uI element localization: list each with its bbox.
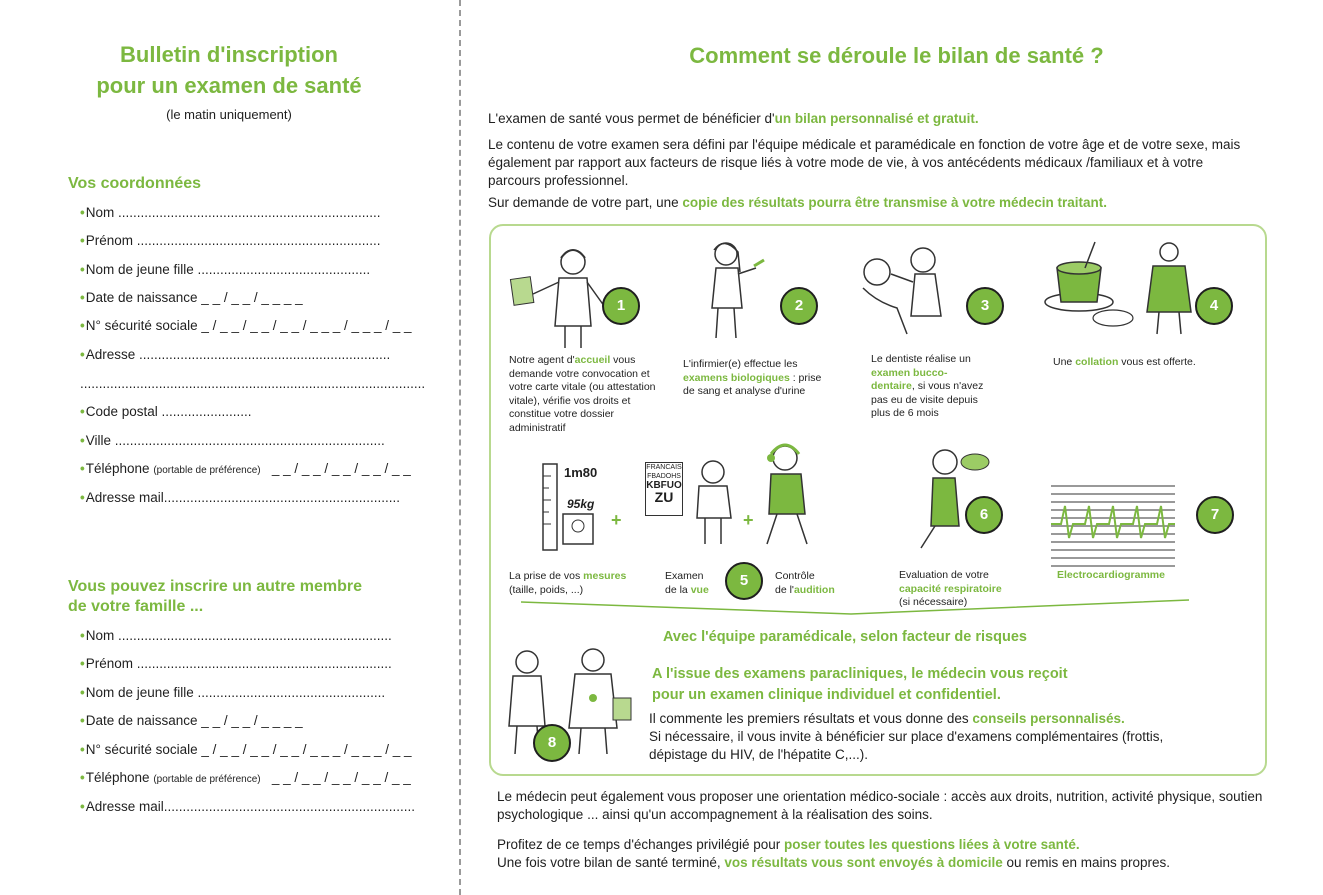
form-subtitle: (le matin uniquement) <box>166 107 292 122</box>
step-2-caption: L'infirmier(e) effectue les examens biologiques : prise de sang et analyse d'urine <box>683 358 822 397</box>
field-nom[interactable]: •Nom ...................................................................... <box>80 205 381 220</box>
snack-illustration <box>1039 238 1199 338</box>
field-adresse-mail[interactable]: •Adresse mail............................................................... <box>80 490 401 505</box>
family-field-nom-jeune-fille[interactable]: •Nom de jeune fille .................................................. <box>80 685 386 700</box>
results-paragraph: Une fois votre bilan de santé terminé, vos résultats vous sont envoyés à domicile ou remis en mains propres. <box>497 855 1171 870</box>
step-5-vision-caption: Examen de la vue <box>665 570 709 596</box>
step-4-caption: Une collation vous est offerte. <box>1053 356 1196 368</box>
ecg-illustration <box>1051 484 1177 576</box>
step-7-caption: Electrocardiogramme <box>1057 569 1165 581</box>
family-field-telephone[interactable]: •Téléphone (portable de préférence) _ _ / _ _ / _ _ / _ _ / _ _ <box>80 770 411 785</box>
form-title: Bulletin d'inscription pour un examen de santé <box>96 42 362 98</box>
nurse-illustration <box>696 238 776 350</box>
step-3-caption: Le dentiste réalise un examen bucco-dentaire, si vous n'avez pas eu de visite depuis plus de 6 mois <box>871 353 984 419</box>
family-field-prenom[interactable]: •Prénom .................................................................... <box>80 656 392 671</box>
step-badge-6: 6 <box>965 496 1003 534</box>
doctor-paragraph: Il commente les premiers résultats et vous donne des conseils personnalisés. Si nécessaire, il vous invite à bénéficier sur place d'examens complémentaires (frottis, dépistage du HIV, de l'hépatite C,...). <box>649 711 1164 762</box>
step-badge-7: 7 <box>1196 496 1234 534</box>
paramedical-label: Avec l'équipe paramédicale, selon facteur de risques <box>663 629 1027 645</box>
step-5-measures-caption: La prise de vos mesures (taille, poids, ...) <box>509 570 627 596</box>
intro-paragraph: L'examen de santé vous permet de bénéficier d'un bilan personnalisé et gratuit. <box>488 111 979 126</box>
step-badge-3: 3 <box>966 287 1004 325</box>
hearing-illustration <box>759 440 829 550</box>
field-date-naissance[interactable]: •Date de naissance _ _ / _ _ / _ _ _ _ <box>80 290 303 305</box>
field-code-postal[interactable]: •Code postal ........................ <box>80 404 252 419</box>
paramedical-bracket <box>521 598 1191 618</box>
info-column <box>470 0 1323 895</box>
field-ville[interactable]: •Ville ........................................................................ <box>80 433 385 448</box>
questions-paragraph: Profitez de ce temps d'échanges privilégié pour poser toutes les questions liées à votre santé. <box>497 837 1080 852</box>
field-securite-sociale[interactable]: •N° sécurité sociale _ / _ _ / _ _ / _ _ / _ _ _ / _ _ _ / _ _ <box>80 318 412 333</box>
field-adresse-line2[interactable]: ............................................................................................ <box>80 376 426 391</box>
family-field-nom[interactable]: •Nom ......................................................................... <box>80 628 392 643</box>
step-5-hearing-caption: Contrôle de l'audition <box>775 570 835 596</box>
field-telephone[interactable]: •Téléphone (portable de préférence) _ _ / _ _ / _ _ / _ _ / _ _ <box>80 461 411 476</box>
plus-sign-2: + <box>743 510 754 530</box>
height-label: 1m80 <box>564 465 598 480</box>
steps-panel <box>489 224 1267 776</box>
step-badge-2: 2 <box>780 287 818 325</box>
family-field-date-naissance[interactable]: •Date de naissance _ _ / _ _ / _ _ _ _ <box>80 713 303 728</box>
step-6-caption: Evaluation de votre capacité respiratoire (si nécessaire) <box>899 569 1002 608</box>
step-1-caption: Notre agent d'accueil vous demande votre convocation et votre carte vitale (ou attestation vitale), vérifie vos droits et constitue votre dossier administratif <box>509 354 656 434</box>
field-nom-jeune-fille[interactable]: •Nom de jeune fille .............................................. <box>80 262 371 277</box>
dentist-illustration <box>857 242 967 342</box>
content-paragraph: Le contenu de votre examen sera défini par l'équipe médicale et paramédicale en fonction de votre âge et de votre sexe, mais également par rapport aux facteurs de risque liés à votre mode de vie, à vos antécédents médicaux /familiaux et à votre parcours professionnel. <box>488 137 1241 188</box>
registration-form <box>0 0 458 895</box>
step-badge-1: 1 <box>602 287 640 325</box>
respiratory-illustration <box>911 444 1021 554</box>
copy-paragraph: Sur demande de votre part, une copie des résultats pourra être transmise à votre médecin traitant. <box>488 195 1108 210</box>
field-prenom[interactable]: •Prénom ................................................................. <box>80 233 381 248</box>
family-field-adresse-mail[interactable]: •Adresse mail................................................................... <box>80 799 416 814</box>
orientation-paragraph: Le médecin peut également vous proposer une orientation médico-sociale : accès aux droits, nutrition, activité physique, soutien psychologique ... ainsi qu'un accompagnement à la réalisation des soins. <box>497 789 1263 822</box>
eye-chart: FRANCAIS FBADOHS KBFUO ZU <box>645 462 683 516</box>
field-adresse[interactable]: •Adresse ................................................................... <box>80 347 391 362</box>
plus-sign-1: + <box>611 510 622 530</box>
vision-patient-illustration <box>685 458 745 548</box>
section-coordinates-title: Vos coordonnées <box>68 175 202 192</box>
family-field-securite-sociale[interactable]: •N° sécurité sociale _ / _ _ / _ _ / _ _ / _ _ _ / _ _ _ / _ _ <box>80 742 412 757</box>
info-title: Comment se déroule le bilan de santé ? <box>689 43 1104 68</box>
step-badge-4: 4 <box>1195 287 1233 325</box>
step-badge-8: 8 <box>533 724 571 762</box>
step-badge-5: 5 <box>725 562 763 600</box>
section-family-title: Vous pouvez inscrire un autre membre de votre famille ... <box>68 578 363 615</box>
weight-label: 95kg <box>567 497 595 511</box>
doctor-title: A l'issue des examens paracliniques, le médecin vous reçoit pour un examen clinique individuel et confidentiel. <box>652 666 1068 703</box>
cut-line-divider <box>459 0 461 895</box>
